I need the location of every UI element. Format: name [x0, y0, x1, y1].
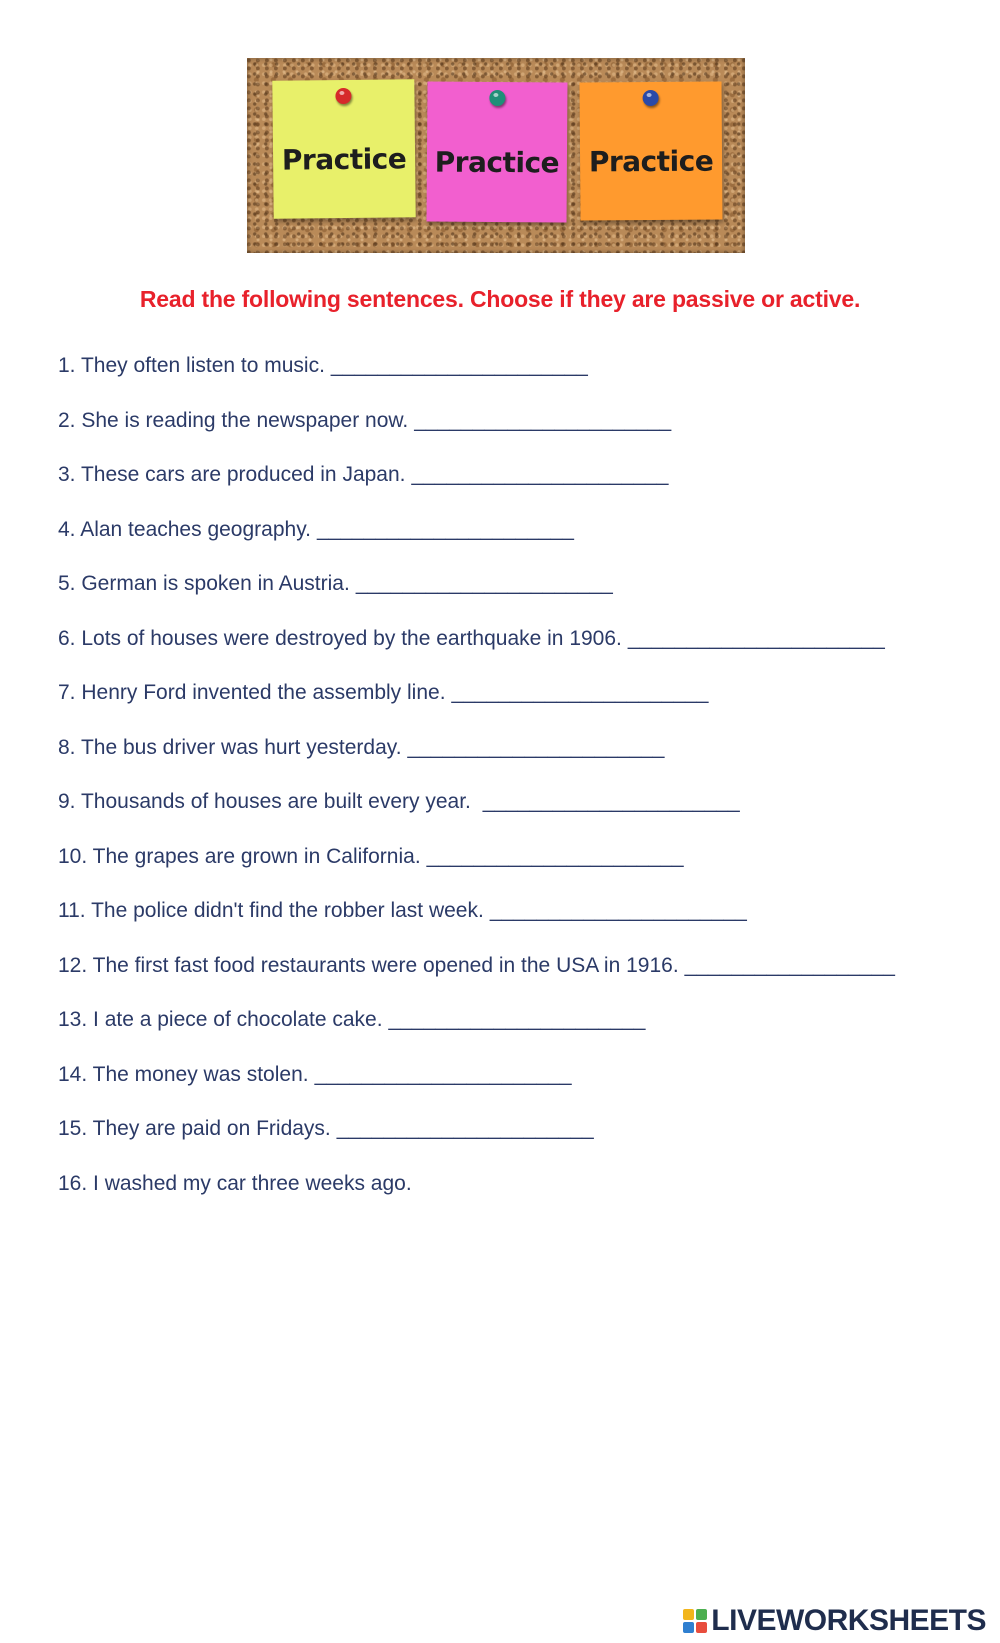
sentence-text: 2. She is reading the newspaper now. [58, 408, 409, 432]
sentence-item-10 [58, 843, 988, 898]
sentence-item-4 [58, 516, 988, 571]
answer-blank[interactable]: ______________________ [411, 463, 669, 486]
answer-blank[interactable]: ______________________ [388, 1008, 646, 1031]
sentence-item-13 [58, 1006, 988, 1061]
sentence-text: 16. I washed my car three weeks ago. [58, 1171, 412, 1195]
answer-blank[interactable]: ______________________ [627, 626, 885, 650]
sentence-item-12 [58, 952, 988, 1007]
answer-blank[interactable]: ______________________ [330, 354, 588, 377]
pushpin-icon [335, 88, 351, 104]
sentence-item-6 [58, 625, 988, 680]
sentence-text: 7. Henry Ford invented the assembly line. [58, 681, 446, 704]
sentence-item-5 [58, 570, 988, 625]
pushpin-icon [489, 90, 505, 106]
sentence-item-9 [58, 788, 988, 843]
sticky-note-label: Practice [281, 141, 407, 177]
sentence-item-8 [58, 734, 988, 789]
answer-blank[interactable]: ______________________ [489, 899, 747, 922]
pushpin-icon [643, 90, 659, 106]
sticky-note-pink [427, 82, 568, 223]
sticky-note-label: Practice [434, 145, 560, 179]
sentence-item-14 [58, 1061, 988, 1116]
answer-blank[interactable]: ______________________ [482, 790, 740, 813]
sentence-text: 5. German is spoken in Austria. [58, 572, 350, 595]
sentence-item-1 [58, 352, 988, 407]
sentence-item-2 [58, 407, 988, 462]
sentence-item-3 [58, 461, 988, 516]
sentence-text: 13. I ate a piece of chocolate cake. [58, 1008, 383, 1031]
sentence-text: 10. The grapes are grown in California. [58, 844, 421, 868]
answer-blank[interactable]: ______________________ [451, 681, 709, 704]
sentence-text: 6. Lots of houses were destroyed by the earthquake in 1906. [58, 626, 622, 650]
sentence-text: 15. They are paid on Fridays. [58, 1117, 331, 1140]
sentence-text: 12. The first fast food restaurants were opened in the USA in 1916. [58, 953, 679, 977]
sticky-note-yellow [272, 79, 415, 218]
sentence-item-15 [58, 1115, 988, 1170]
sentence-text: 1. They often listen to music. [58, 354, 325, 377]
sentence-item-16 [58, 1170, 988, 1225]
sentence-item-7 [58, 679, 988, 734]
sentence-text: 4. Alan teaches geography. [58, 517, 311, 541]
liveworksheets-logo-icon [683, 1609, 707, 1633]
answer-blank[interactable]: ______________________ [407, 735, 665, 759]
sentence-text: 14. The money was stolen. [58, 1062, 309, 1086]
answer-blank[interactable]: ______________________ [336, 1117, 594, 1140]
answer-blank[interactable]: ______________________ [414, 408, 672, 432]
answer-blank[interactable]: ______________________ [355, 572, 613, 595]
instructions-heading: Read the following sentences. Choose if they are passive or active. [139, 286, 861, 312]
sentence-text: 8. The bus driver was hurt yesterday. [58, 735, 402, 759]
sentence-item-11 [58, 897, 988, 952]
answer-blank[interactable]: ______________________ [316, 517, 574, 541]
sentence-text: 9. Thousands of houses are built every year. [58, 790, 477, 813]
answer-blank[interactable]: __________________ [684, 953, 895, 977]
answer-blank[interactable]: ______________________ [314, 1062, 572, 1086]
sticky-note-orange [580, 82, 723, 221]
liveworksheets-logo [683, 1603, 986, 1639]
sticky-note-label: Practice [588, 144, 714, 178]
practice-banner [247, 58, 745, 253]
sentence-list [58, 352, 988, 1224]
sentence-text: 3. These cars are produced in Japan. [58, 463, 406, 486]
sentence-text: 11. The police didn't find the robber last week. [58, 899, 484, 922]
answer-blank[interactable]: ______________________ [426, 844, 684, 868]
brand-name: LIVEWORKSHEETS [711, 1604, 986, 1637]
